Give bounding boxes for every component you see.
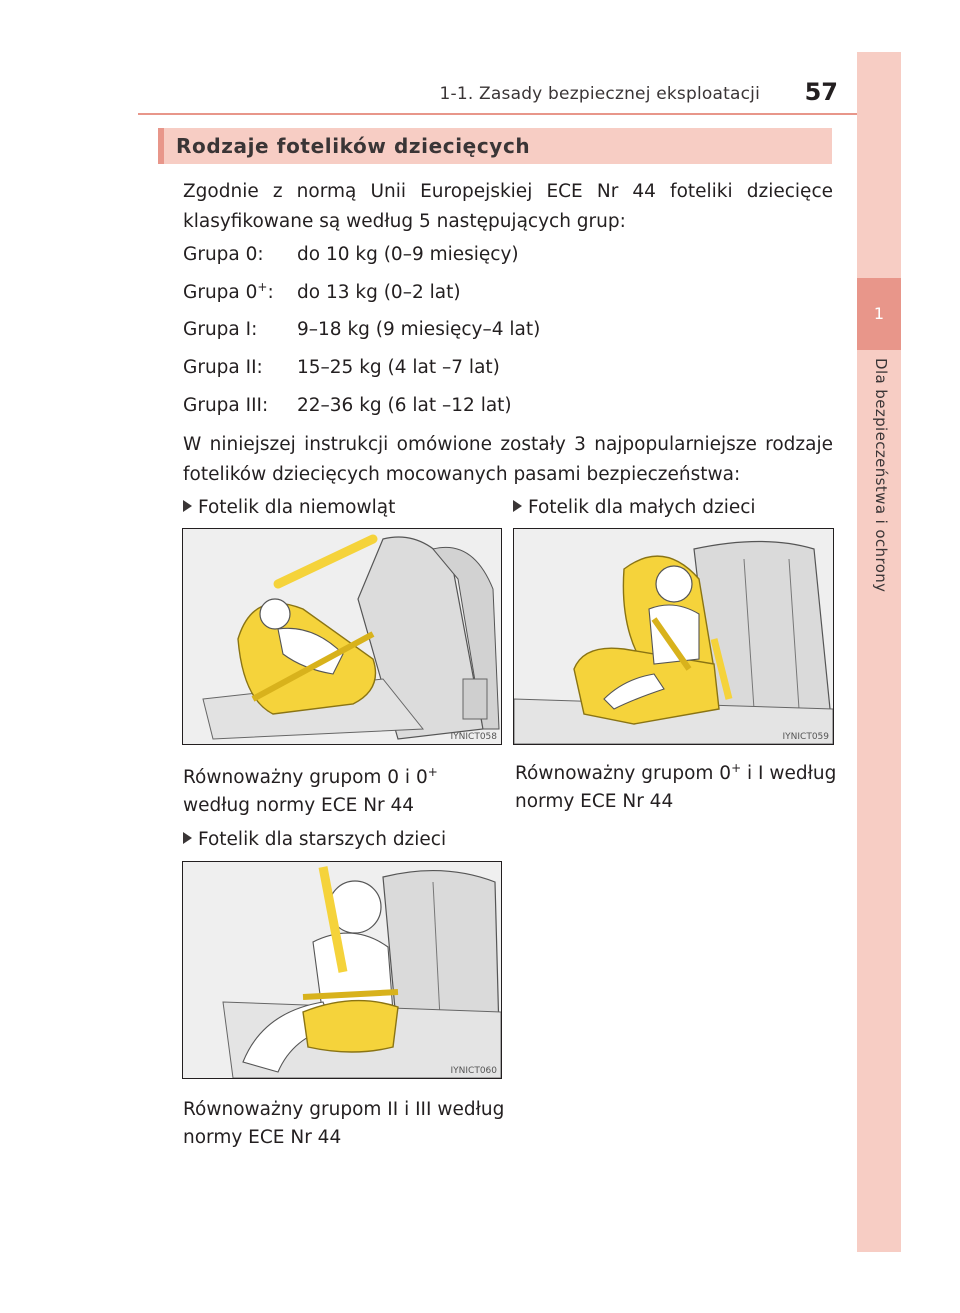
group-range: do 10 kg (0–9 miesięcy) (297, 244, 519, 265)
group-range: 9–18 kg (9 miesięcy–4 lat) (297, 319, 541, 340)
group-range: do 13 kg (0–2 lat) (297, 282, 461, 303)
section-heading: Rodzaje fotelików dziecięcych (158, 128, 832, 164)
chapter-tab: 1 (857, 278, 901, 350)
infant-seat-illustration (182, 528, 502, 745)
group-name (183, 278, 274, 308)
figure-code: IYNICT058 (450, 732, 497, 742)
infant-seat-caption (183, 764, 508, 820)
outro-paragraph: W niniejszej instrukcji omówione zostały 3 najpopularniejsze rodzaje fotelików dziecięcych mocowanych pasami bezpieczeństwa: (183, 434, 833, 485)
group-name-sup: + (257, 280, 268, 294)
booster-seat-drawing (183, 862, 501, 1078)
group-name-text: Grupa 0 (183, 282, 258, 303)
figure-code: IYNICT060 (450, 1066, 497, 1076)
toddler-seat-illustration (513, 528, 834, 745)
booster-seat-title (183, 826, 446, 854)
toddler-seat-title (513, 494, 756, 522)
group-row (183, 240, 833, 270)
bullet-triangle-icon (513, 500, 522, 512)
figure-code: IYNICT059 (782, 732, 829, 742)
infant-seat-drawing (183, 529, 501, 744)
group-row (183, 391, 833, 421)
caption-text: Równoważny grupom 0 i 0 (183, 767, 428, 788)
group-name: Grupa 0: (183, 244, 264, 265)
bullet-triangle-icon (183, 500, 192, 512)
side-band (857, 52, 901, 1252)
booster-seat-caption (183, 1096, 508, 1152)
group-row (183, 353, 833, 383)
caption-sup: + (731, 761, 742, 775)
page-number: 57 (804, 78, 838, 106)
group-name: Grupa I: (183, 319, 258, 340)
intro-paragraph: Zgodnie z normą Unii Europejskiej ECE Nr 44 foteliki dziecięce klasyfikowane są według 5 następujących grup: (183, 181, 833, 232)
header-rule (138, 113, 857, 115)
group-name: Grupa II: (183, 357, 263, 378)
booster-seat-illustration (182, 861, 502, 1079)
booster-seat-title-text: Fotelik dla starszych dzieci (198, 829, 447, 850)
toddler-seat-title-text: Fotelik dla małych dzieci (528, 497, 756, 518)
group-name: Grupa III: (183, 395, 269, 416)
bullet-triangle-icon (183, 832, 192, 844)
group-row (183, 278, 833, 308)
running-header: 1-1. Zasady bezpiecznej eksploatacji (439, 84, 760, 104)
caption-text: Równoważny grupom II i III według normy ECE Nr 44 (183, 1099, 505, 1148)
caption-text-end: i I według normy ECE Nr 44 (515, 763, 837, 812)
group-name-suffix: : (267, 282, 274, 303)
toddler-seat-caption (515, 760, 840, 816)
infant-seat-title-text: Fotelik dla niemowląt (198, 497, 396, 518)
caption-text-end: według normy ECE Nr 44 (183, 795, 415, 816)
group-range: 22–36 kg (6 lat –12 lat) (297, 395, 512, 416)
toddler-seat-drawing (514, 529, 833, 744)
infant-seat-title (183, 494, 395, 522)
caption-text: Równoważny grupom 0 (515, 763, 732, 784)
group-row (183, 315, 833, 345)
group-range: 15–25 kg (4 lat –7 lat) (297, 357, 500, 378)
caption-sup: + (427, 765, 438, 779)
chapter-label: Dla bezpieczeństwa i ochrony (872, 358, 890, 593)
